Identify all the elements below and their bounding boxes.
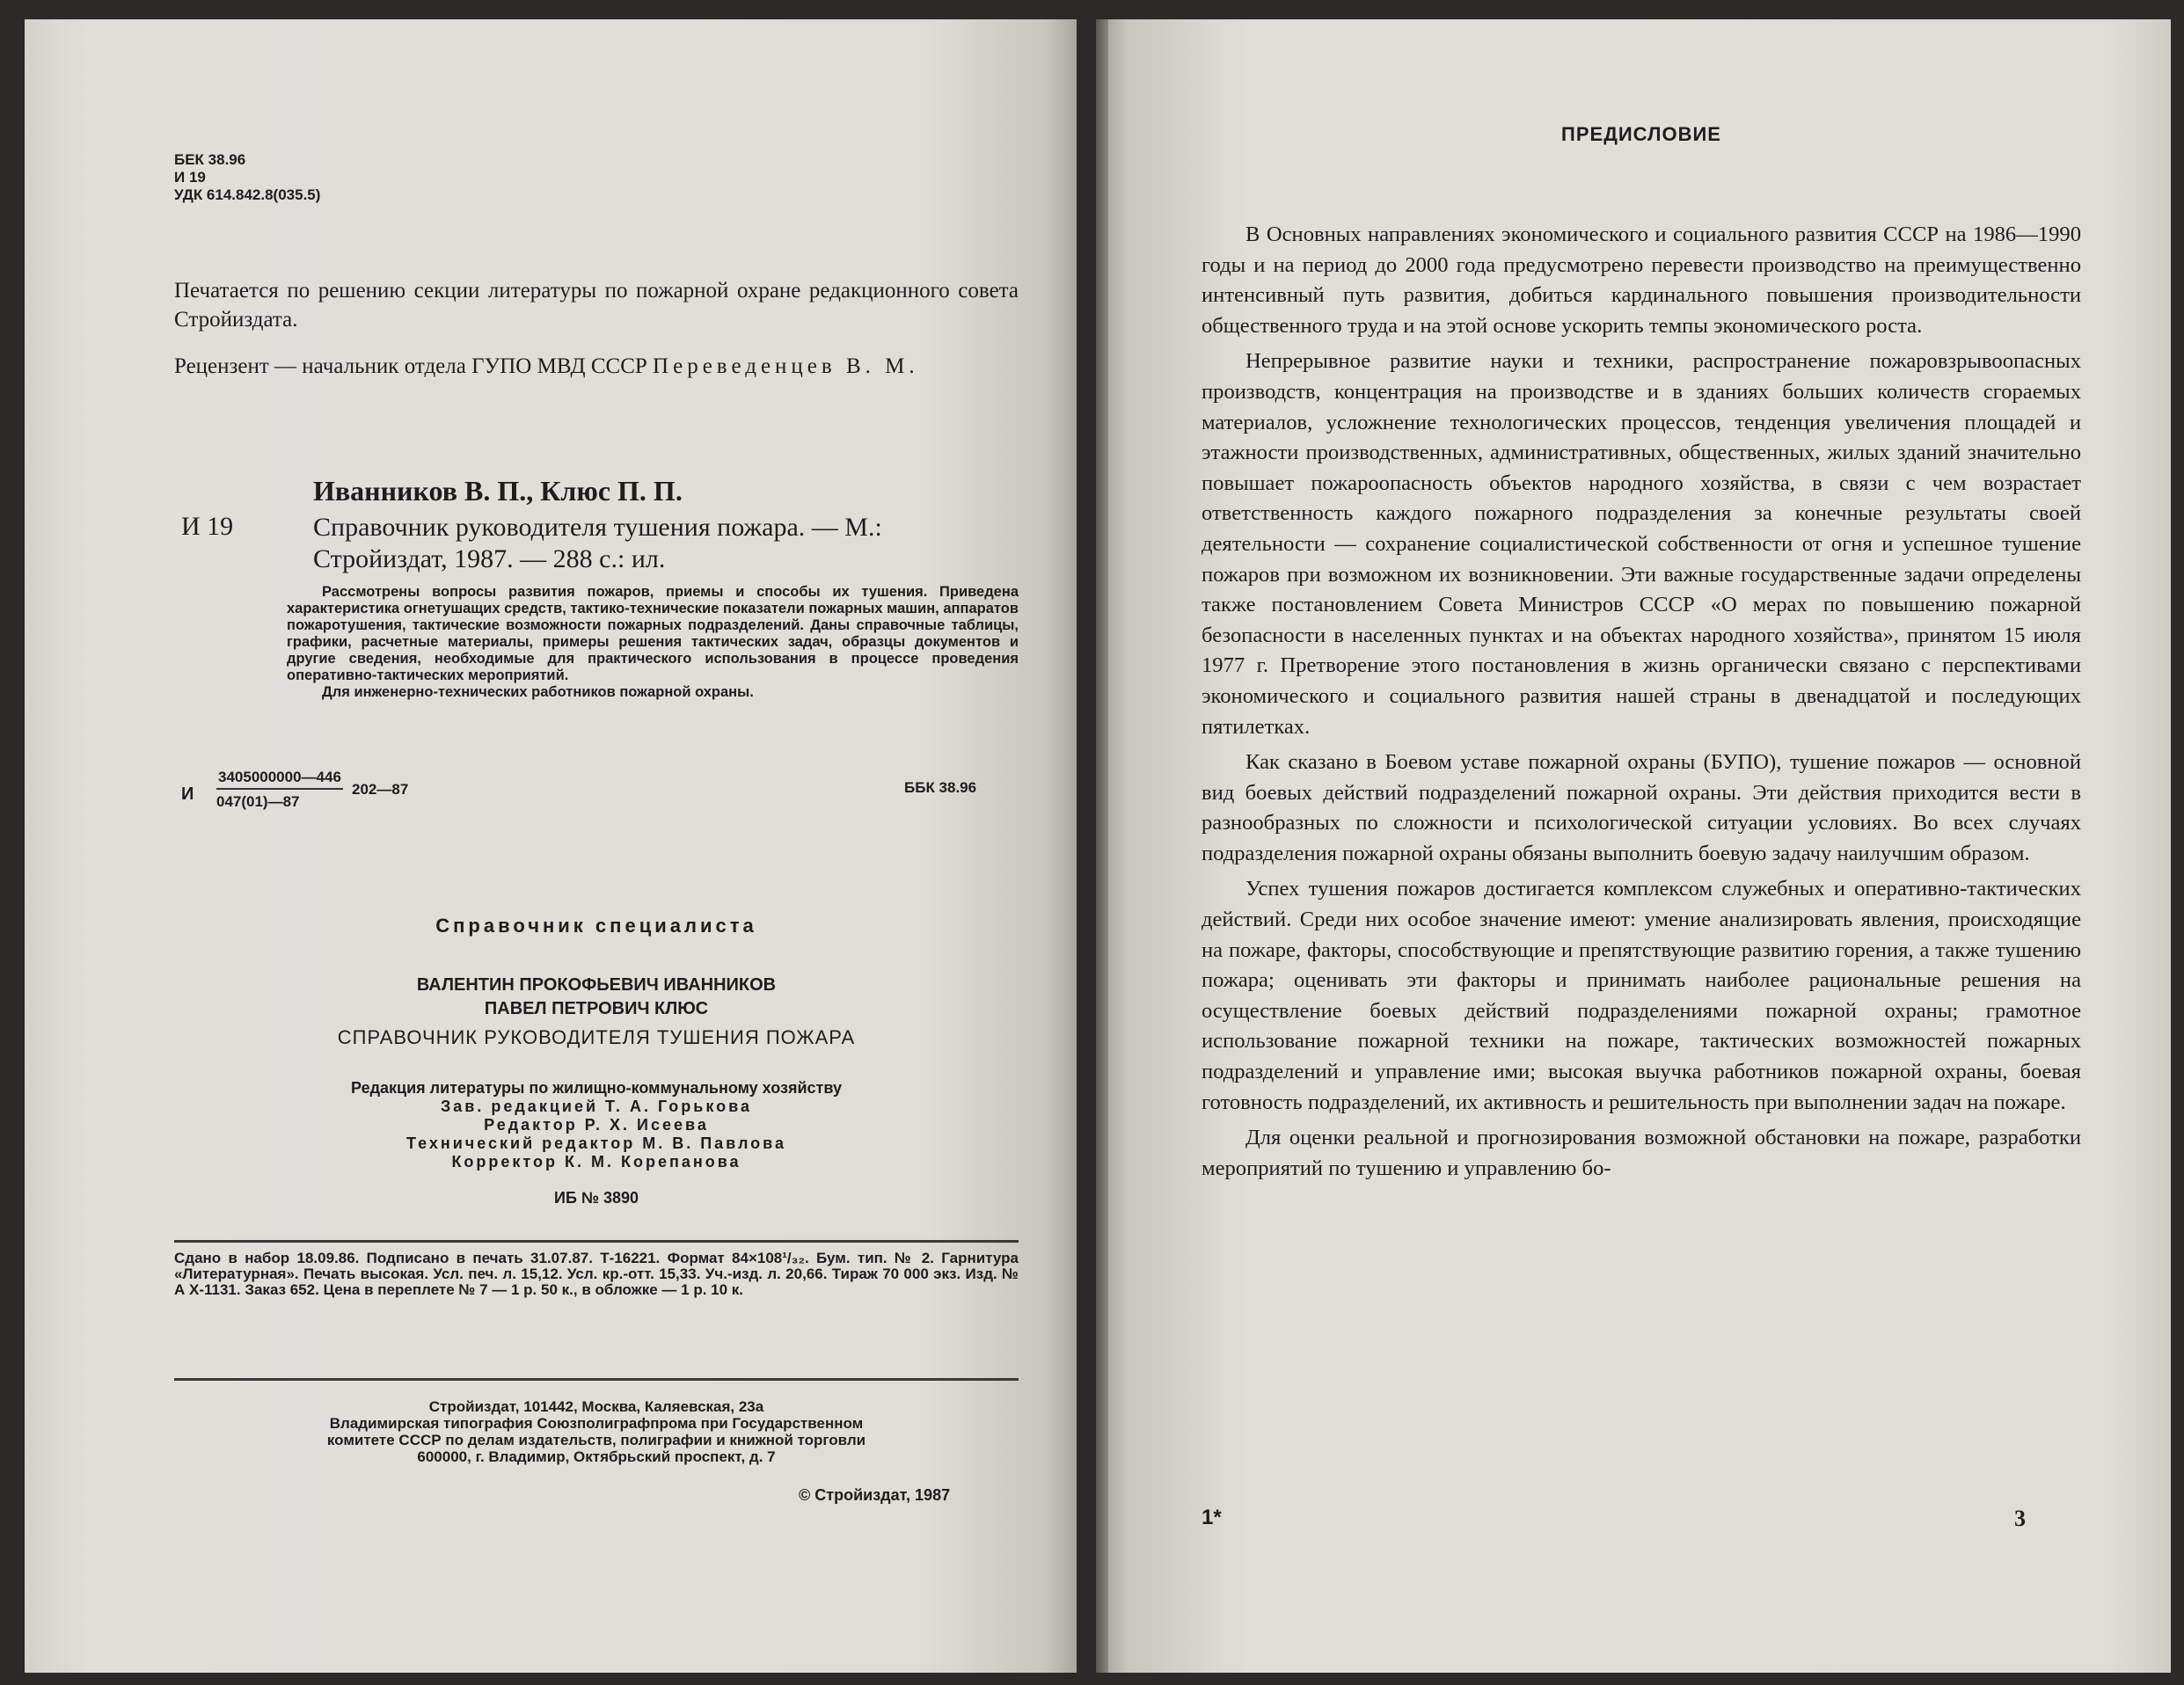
right-page <box>1096 19 2171 1673</box>
classification-prefix: И <box>181 784 194 804</box>
copyright: © Стройиздат, 1987 <box>799 1486 951 1504</box>
preface-paragraph: В Основных направлениях экономического и социального развития СССР на 1986—1990 годы и на период до 2000 года предусмотрено перевести производство на преимущественно интенсивный путь развития, добиться кардинального повышения производительности общественного труда и на этой основе ускорить темпы экономического роста. <box>1202 222 2081 338</box>
signature-mark: 1* <box>1202 1506 1222 1529</box>
classification-codes <box>174 151 320 204</box>
preface-paragraph: Непрерывное развитие науки и техники, распространение пожаровзрывоопасных производств, концентрация на производстве и в зданиях больших количеств сгораемых материалов, усложнение технологических процессов, тенденция увеличения площадей и этажности производственных, административных, общественных, жилых зданий значительно повышает пожароопасность объектов народного хозяйства, в связи с чем возрастает ответственность каждого пожарного подразделения за конечные результаты своей деятельности — сохранение социалистической собственности от огня и успешное тушение пожаров при возможном их возникновении. Эти важные государственные задачи определены также постановлением Совета Министров СССР «О мерах по повышению пожарной безопасности в населенных пунктах и на объектах народного хозяйства», принятом 15 июля 1977 г. Претворение этого постановления в жизнь органически связано с перспективами экономического и социального развития нашей страны в двенадцатой и последующих пятилетках. <box>1202 349 2081 739</box>
page-edge-shadow <box>1096 19 1108 1673</box>
reviewer-name: Переведенцев В. М. <box>653 354 919 378</box>
editorial-staff <box>174 1079 1019 1171</box>
author-full-2: ПАВЕЛ ПЕТРОВИЧ КЛЮС <box>484 999 709 1018</box>
preface-paragraph: Как сказано в Боевом уставе пожарной охраны (БУПО), тушение пожаров — основной вид боевых действий подразделений пожарной охраны. Эти действия приходится вести в разнообразных по сложности и психологической ситуации условиях. Во всех случаях подразделения пожарной охраны обязаны выполнить боевую задачу наилучшим образом. <box>1202 750 2081 865</box>
editorial-office: Редакция литературы по жилищно-коммунальному хозяйству <box>351 1079 842 1097</box>
proofreader: Корректор К. М. Корепанова <box>451 1153 741 1171</box>
author-full-1: ВАЛЕНТИН ПРОКОФЬЕВИЧ ИВАННИКОВ <box>416 975 777 995</box>
annotation-text: Рассмотрены вопросы развития пожаров, приемы и способы их тушения. Приведена характеристика огнетушащих средств, тактико-технические показатели пожарных машин, аппаратов пожаротушения, тактические возможности пожарных подразделений. Даны справочные таблицы, графики, расчетные материалы, примеры решения тактических задач, образцы документов и другие сведения, необходимые для практического использования в процессе проведения оперативно-тактических мероприятий. <box>287 584 1019 683</box>
page-number: 3 <box>2014 1506 2026 1531</box>
bbk-code: БЕК 38.96 <box>174 151 246 168</box>
catalog-code: И 19 <box>181 512 234 541</box>
imprint: Сдано в набор 18.09.86. Подписано в печать 31.07.87. Т-16221. Формат 84×108¹/₃₂. Бум. тип. № 2. Гарнитура «Литературная». Печать высокая. Усл. печ. л. 15,12. Усл. кр.-отт. 15,33. Уч.-изд. л. 20,66. Тираж 70 000 экз. Изд. № А X-1131. Заказ 652. Цена в переплете № 7 — 1 р. 50 к., в обложке — 1 р. 10 к. <box>174 1250 1019 1298</box>
printer-line-1: Владимирская типография Союзполиграфпрома при Государственном <box>329 1415 864 1432</box>
decision-note: Печатается по решению секции литературы по пожарной охране редакционного совета Стройиздата. <box>174 279 1019 332</box>
book-title-caps: СПРАВОЧНИК РУКОВОДИТЕЛЯ ТУШЕНИЯ ПОЖАРА <box>337 1026 856 1048</box>
left-page <box>25 19 1077 1673</box>
authors-heading: Иванников В. П., Клюс П. П. <box>313 475 683 507</box>
printer-address: 600000, г. Владимир, Октябрьский проспект, д. 7 <box>417 1448 776 1465</box>
reviewer-prefix: Рецензент — начальник отдела ГУПО МВД СССР <box>174 354 647 378</box>
authors-full <box>174 974 1019 1021</box>
publisher-info <box>174 1398 1019 1465</box>
preface-paragraph: Для оценки реальной и прогнозирования возможной обстановки на пожаре, разработки мероприятий по тушению и управлению бо- <box>1202 1126 2081 1180</box>
imprint-bottom-rule <box>174 1378 1019 1381</box>
audience-text: Для инженерно-технических работников пожарной охраны. <box>322 684 754 700</box>
fraction-denominator: 047(01)—87 <box>216 793 300 810</box>
ib-number: ИБ № 3890 <box>554 1189 639 1207</box>
chief-editor: Зав. редакцией Т. А. Горькова <box>441 1098 752 1115</box>
series-title: Справочник специалиста <box>435 915 757 937</box>
technical-editor: Технический редактор М. В. Павлова <box>405 1134 787 1152</box>
publisher-address: Стройиздат, 101442, Москва, Каляевская, 23а <box>428 1398 764 1415</box>
udk-code: УДК 614.842.8(035.5) <box>174 186 321 203</box>
annotation <box>287 584 1019 701</box>
bibliographic-line: Справочник руководителя тушения пожара. — М.: Стройиздат, 1987. — 288 с.: ил. <box>313 513 882 573</box>
editor: Редактор Р. Х. Исеева <box>484 1116 709 1134</box>
printer-line-2: комитете СССР по делам издательств, полиграфии и книжной торговли <box>326 1432 866 1448</box>
bbk-right: ББК 38.96 <box>904 779 977 796</box>
preface-heading: ПРЕДИСЛОВИЕ <box>1561 123 1721 145</box>
classification-tail: 202—87 <box>352 781 409 798</box>
reviewer-note <box>174 352 1019 381</box>
imprint-top-rule <box>174 1240 1019 1243</box>
preface-body <box>1202 220 2081 1189</box>
fraction-numerator: 3405000000—446 <box>216 769 343 790</box>
preface-paragraph: Успех тушения пожаров достигается комплексом служебных и оперативно-тактических действий. Среди них особое значение имеют: умение анализировать явления, происходящие на пожаре, факторы, способствующие и препятствующие развитию горения, а также тушению пожара; оценивать эти факторы и принимать наиболее рациональные решения на осуществление боевых действий подразделениями пожарной охраны; грамотное использование пожарной техники на пожаре, тактических возможностей пожарных подразделений и управление ими; высокая выучка работников пожарной охраны, боевая готовность подразделений, их активность и решительность при выполнении задач на пожаре. <box>1202 877 2081 1114</box>
catalog-code-small: И 19 <box>174 169 206 186</box>
classification-fraction <box>216 769 343 811</box>
